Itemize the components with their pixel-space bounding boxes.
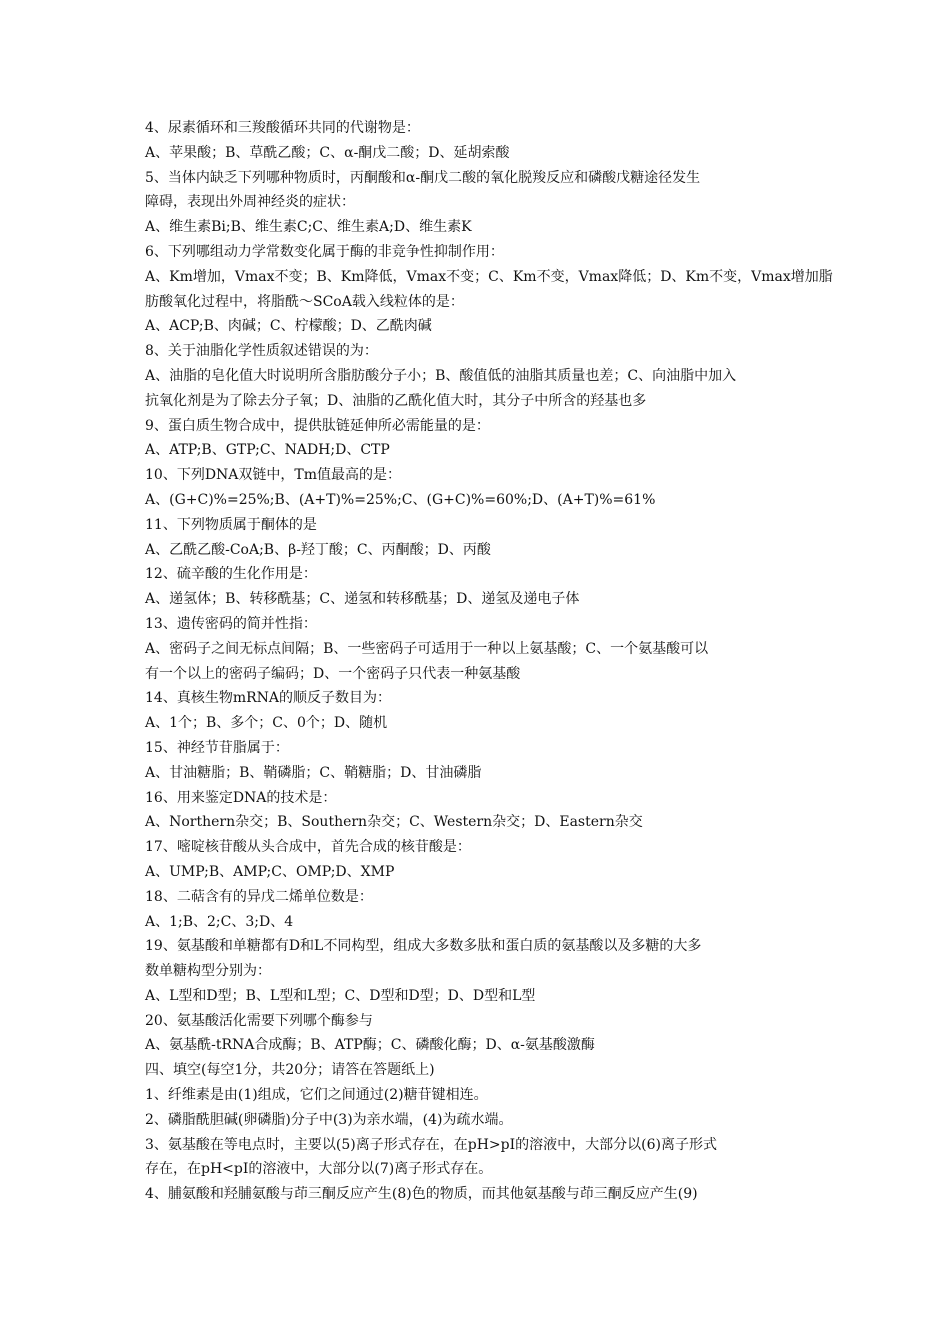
section-heading: 四、填空(每空1分，共20分；请答在答题纸上) xyxy=(145,1062,435,1079)
text-line: A、密码子之间无标点间隔；B、一些密码子可适用于一种以上氨基酸；C、一个氨基酸可以 xyxy=(145,640,709,657)
text-line: 3、氨基酸在等电点时，主要以(5)离子形式存在，在pH>pI的溶液中，大部分以(6)离子形式 xyxy=(145,1136,717,1153)
text-line: A、L型和D型；B、L型和L型；C、D型和D型；D、D型和L型 xyxy=(145,987,536,1004)
text-line: 数单糖构型分别为： xyxy=(145,963,271,980)
text-line: 10、下列DNA双链中，Tm值最高的是： xyxy=(145,467,402,484)
text-line: 17、嘧啶核苷酸从头合成中，首先合成的核苷酸是： xyxy=(145,839,471,856)
text-line: 有一个以上的密码子编码；D、一个密码子只代表一种氨基酸 xyxy=(145,665,521,682)
text-line: 20、氨基酸活化需要下列哪个酶参与 xyxy=(145,1012,373,1029)
text-line: 4、尿素循环和三羧酸循环共同的代谢物是： xyxy=(145,120,420,136)
text-line: A、Km增加，Vmax不变；B、Km降低，Vmax不变；C、Km不变，Vmax降低；D、Km不变，Vmax增加脂 xyxy=(145,268,833,285)
text-line: 19、氨基酸和单糖都有D和L不同构型，组成大多数多肽和蛋白质的氨基酸以及多糖的大多 xyxy=(145,938,702,955)
text-line: 16、用来鉴定DNA的技术是： xyxy=(145,789,337,806)
text-line: A、(G+C)%=25%;B、(A+T)%=25%;C、(G+C)%=60%;D、(A+T)%=61% xyxy=(145,491,656,508)
text-line: 6、下列哪组动力学常数变化属于酶的非竞争性抑制作用： xyxy=(145,243,504,260)
text-line: 肪酸氧化过程中，将脂酰～SCoA载入线粒体的是： xyxy=(145,293,464,310)
text-line: A、苹果酸；B、草酰乙酸；C、α-酮戊二酸；D、延胡索酸 xyxy=(145,144,510,161)
text-line: 存在，在pH<pI的溶液中，大部分以(7)离子形式存在。 xyxy=(145,1161,493,1178)
text-line: 2、磷脂酰胆碱(卵磷脂)分子中(3)为亲水端，(4)为疏水端。 xyxy=(145,1111,513,1128)
text-line: 4、脯氨酸和羟脯氨酸与茚三酮反应产生(8)色的物质，而其他氨基酸与茚三酮反应产生(9) xyxy=(145,1186,698,1203)
text-line: 15、神经节苷脂属于： xyxy=(145,739,289,756)
text-line: A、甘油糖脂；B、鞘磷脂；C、鞘糖脂；D、甘油磷脂 xyxy=(145,764,482,781)
text-line: A、ATP;B、GTP;C、NADH;D、CTP xyxy=(145,442,390,459)
text-line: A、油脂的皂化值大时说明所含脂肪酸分子小；B、酸值低的油脂其质量也差；C、向油脂中加入 xyxy=(145,367,737,384)
text-line: 18、二萜含有的异戊二烯单位数是： xyxy=(145,888,373,905)
text-line: A、ACP;B、肉碱；C、柠檬酸；D、乙酰肉碱 xyxy=(145,318,432,335)
document-page xyxy=(145,116,833,1207)
text-line: A、Northern杂交；B、Southern杂交；C、Western杂交；D、Eastern杂交 xyxy=(145,814,643,831)
text-line: 9、蛋白质生物合成中，提供肽链延伸所必需能量的是： xyxy=(145,417,490,434)
text-line: 8、关于油脂化学性质叙述错误的为： xyxy=(145,343,378,360)
text-line: 5、当体内缺乏下列哪种物质时，丙酮酸和α-酮戊二酸的氧化脱羧反应和磷酸戊糖途径发生 xyxy=(145,169,701,186)
text-line: A、递氢体；B、转移酰基；C、递氢和转移酰基；D、递氢及递电子体 xyxy=(145,591,580,608)
text-line: 12、硫辛酸的生化作用是： xyxy=(145,566,317,583)
text-line: 抗氧化剂是为了除去分子氧；D、油脂的乙酰化值大时，其分子中所含的羟基也多 xyxy=(145,392,647,409)
text-line: A、氨基酰-tRNA合成酶；B、ATP酶；C、磷酸化酶；D、α-氨基酸激酶 xyxy=(145,1037,595,1054)
text-line: A、UMP;B、AMP;C、OMP;D、XMP xyxy=(145,863,395,880)
text-line: A、1个；B、多个；C、0个；D、随机 xyxy=(145,715,388,732)
text-line: 11、下列物质属于酮体的是 xyxy=(145,516,317,533)
text-line: 13、遗传密码的简并性指： xyxy=(145,615,317,632)
text-line: A、乙酰乙酸-CoA;B、β-羟丁酸；C、丙酮酸；D、丙酸 xyxy=(145,541,491,558)
text-line: 障碍，表现出外周神经炎的症状： xyxy=(145,194,355,211)
text-line: 1、纤维素是由(1)组成，它们之间通过(2)糖苷键相连。 xyxy=(145,1087,488,1104)
text-line: A、1;B、2;C、3;D、4 xyxy=(145,913,294,930)
text-line: 14、真核生物mRNA的顺反子数目为： xyxy=(145,690,391,707)
text-line: A、维生素Bi;B、维生素C;C、维生素A;D、维生素K xyxy=(145,219,472,236)
